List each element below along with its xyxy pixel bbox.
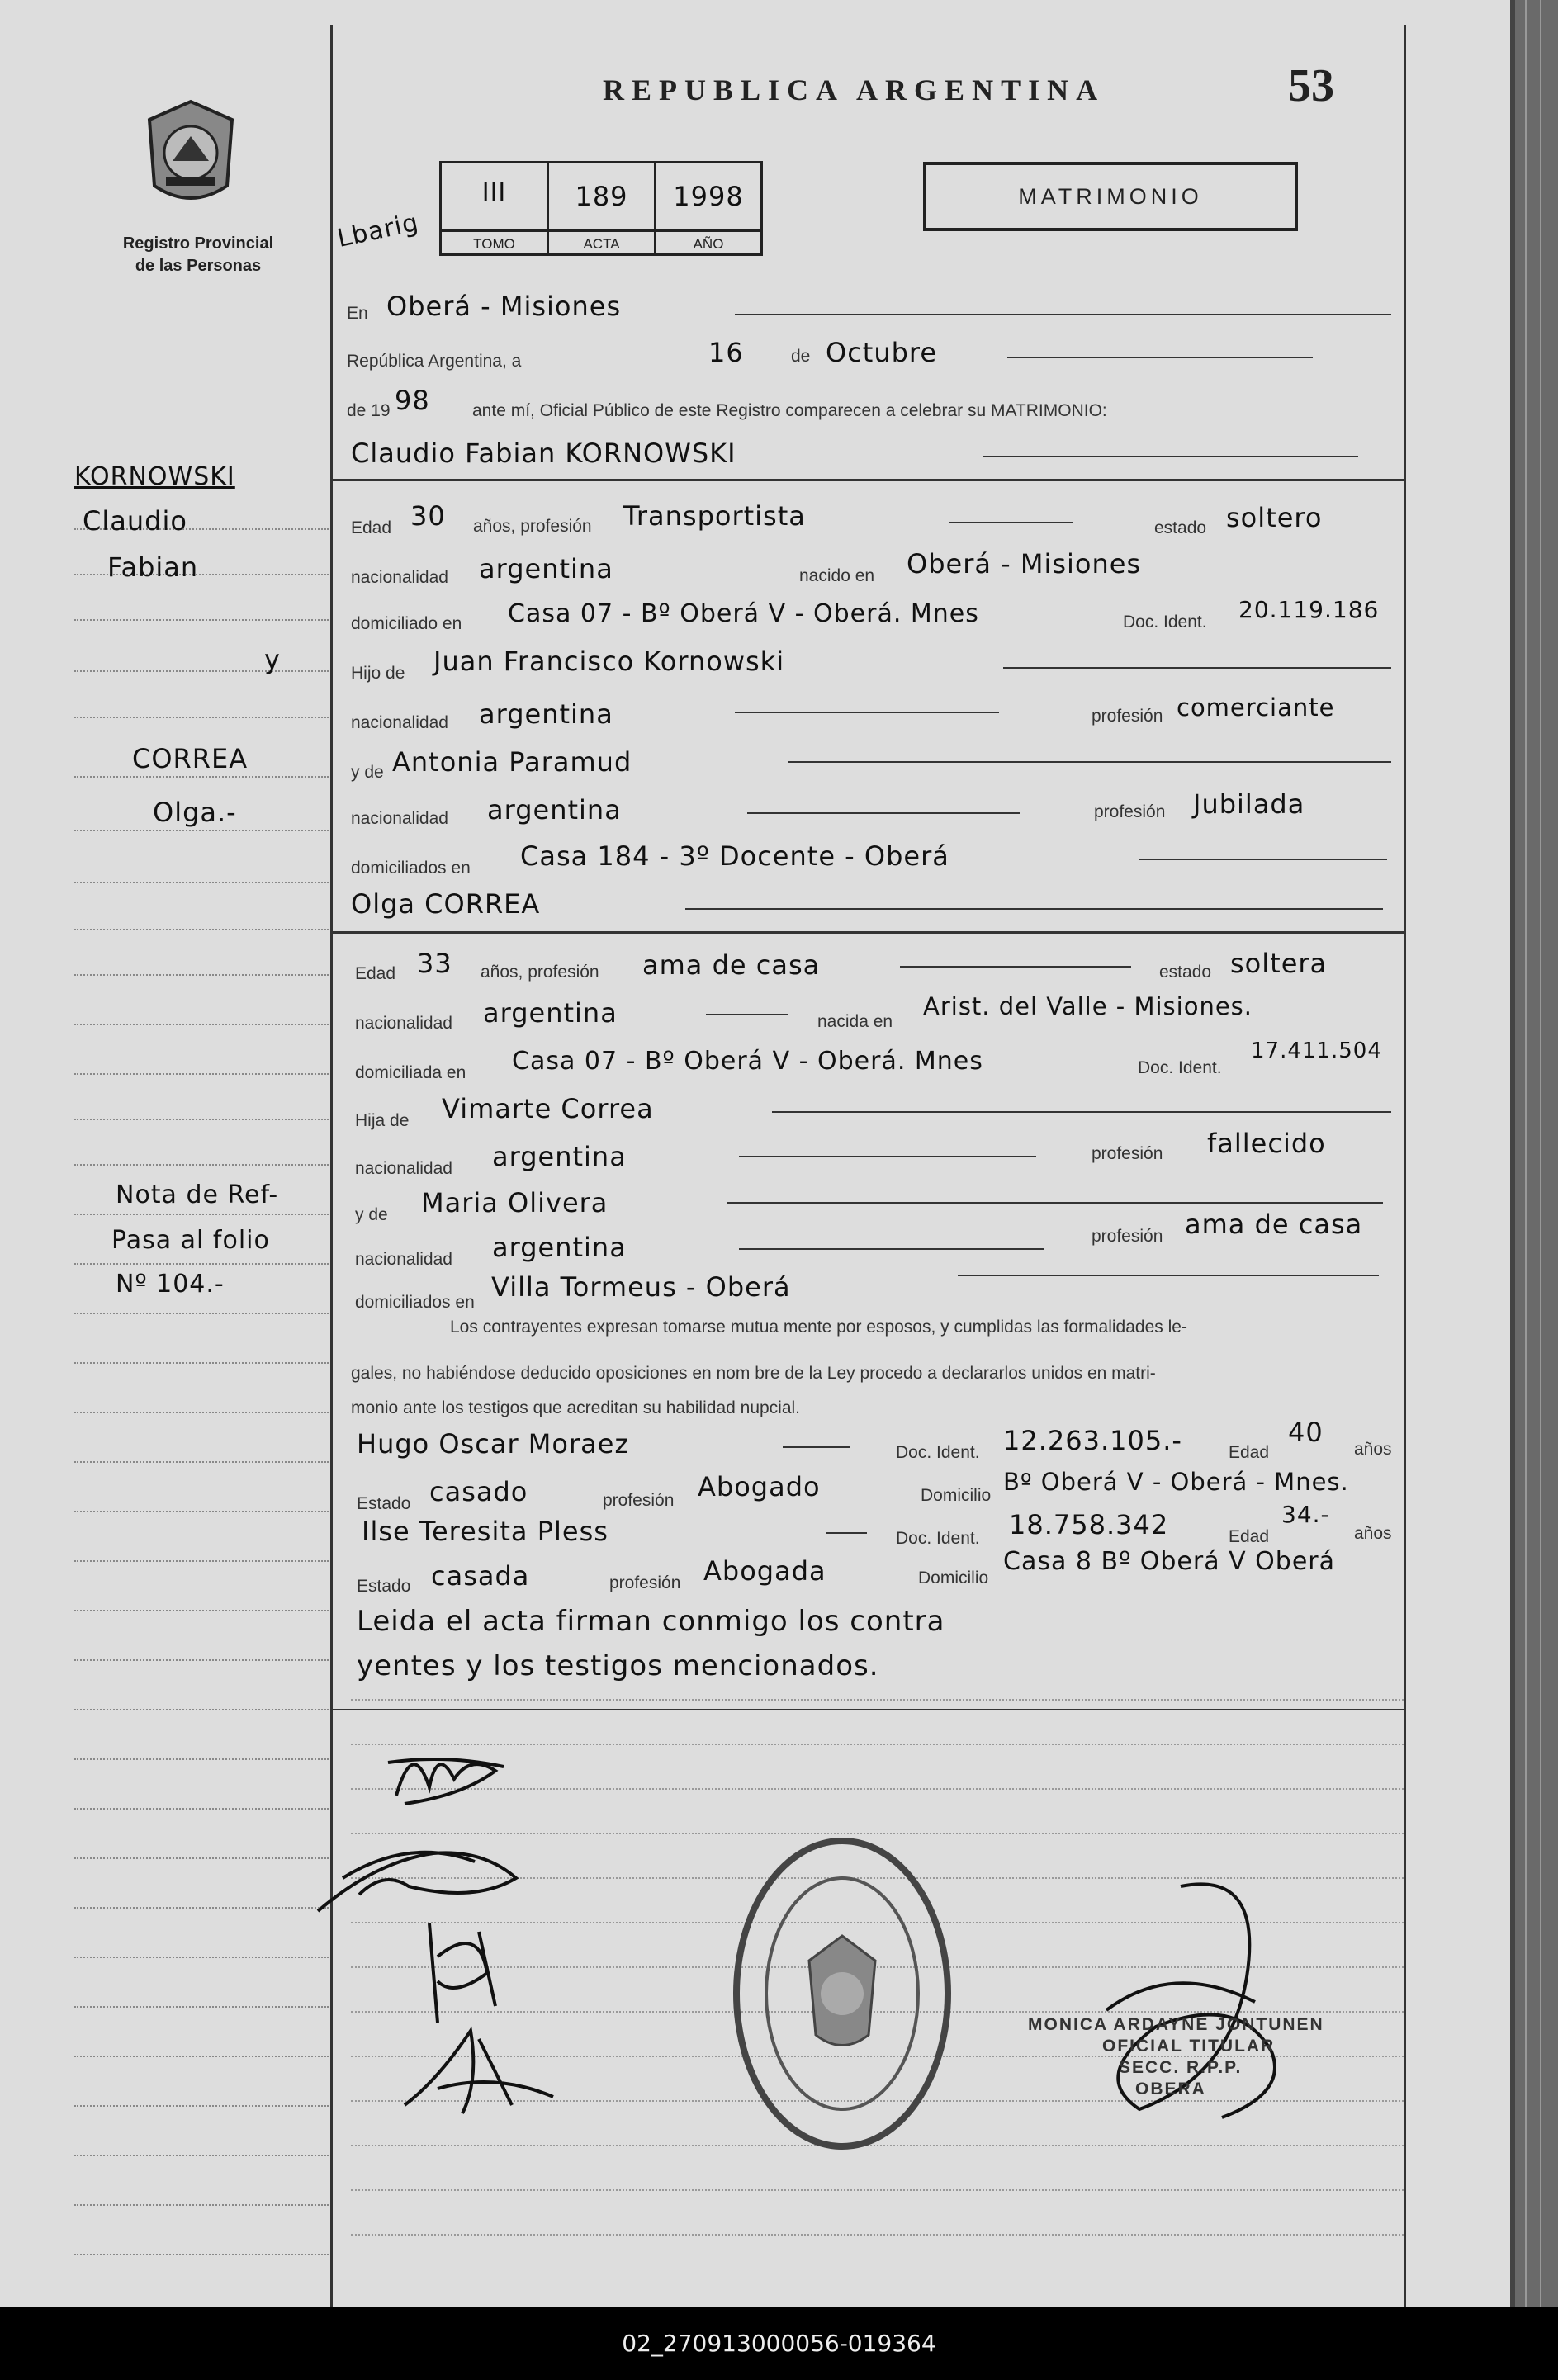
bride-mother-prof-label: profesión: [1092, 1227, 1163, 1246]
image-caption: 02_270913000056-019364: [0, 2307, 1558, 2380]
groom-father-label: Hijo de: [351, 664, 405, 683]
bride-father-nat-label: nacionalidad: [355, 1159, 452, 1178]
declaration-line3: monio ante los testigos que acreditan su habilidad nupcial.: [351, 1398, 801, 1417]
signature-4: [388, 2014, 561, 2122]
groom-estado: soltero: [1226, 502, 1323, 533]
groom-doc-label: Doc. Ident.: [1123, 613, 1207, 632]
groom-dom-label: domiciliado en: [351, 614, 462, 633]
margin-surname1: KORNOWSKI: [74, 462, 235, 491]
groom-birthplace: Oberá - Misiones: [907, 548, 1142, 580]
witness1-estado: casado: [429, 1476, 528, 1507]
book-edge: [1515, 0, 1558, 2307]
act-type-box: MATRIMONIO: [923, 162, 1298, 231]
margin-divider: [330, 25, 333, 2307]
witness1-estado-label: Estado: [357, 1494, 411, 1513]
witness2-doc-label: Doc. Ident.: [896, 1529, 980, 1548]
closing-line2: yentes y los testigos mencionados.: [357, 1649, 879, 1682]
bride-address: Casa 07 - Bº Oberá V - Oberá. Mnes: [512, 1047, 983, 1076]
official-name: MONICA ARDAYNE JONTUNEN: [1028, 2015, 1324, 2034]
margin-first1: Claudio: [83, 505, 187, 537]
groom-name: Claudio Fabian KORNOWSKI: [351, 438, 736, 469]
registrar-initials: Lbarig: [334, 208, 422, 253]
page-number: 53: [1288, 60, 1334, 111]
witness1-age: 40: [1288, 1417, 1324, 1448]
en-label: En: [347, 304, 368, 323]
bride-birthplace: Arist. del Valle - Misiones.: [923, 992, 1253, 1020]
bride-name: Olga CORREA: [351, 888, 541, 920]
registry-crest-icon: [140, 95, 241, 211]
groom-nacido-label: nacido en: [799, 566, 875, 585]
groom-father-prof: comerciante: [1177, 693, 1335, 722]
month: Octubre: [826, 337, 938, 368]
registry-name: [91, 233, 305, 277]
groom-nationality: argentina: [479, 553, 613, 584]
groom-parents-address: Casa 184 - 3º Docente - Oberá: [520, 840, 949, 872]
witness2-estado: casada: [431, 1560, 530, 1592]
bride-father-label: Hija de: [355, 1111, 410, 1130]
bride-estado: soltera: [1230, 948, 1328, 979]
official-seal-stamp: [727, 1829, 958, 2159]
bride-father: Vimarte Correa: [442, 1093, 654, 1124]
witness1-name: Hugo Oscar Moraez: [357, 1428, 630, 1460]
groom-father: Juan Francisco Kornowski: [433, 646, 785, 677]
groom-mother-prof-label: profesión: [1094, 802, 1166, 821]
bride-estado-label: estado: [1159, 963, 1212, 982]
registry-line2: de las Personas: [135, 257, 262, 275]
groom-father-prof-label: profesión: [1092, 707, 1163, 726]
page-title: REPUBLICA ARGENTINA: [603, 73, 1106, 106]
bride-doc: 17.411.504: [1251, 1039, 1382, 1063]
closing-line1: Leida el acta firman conmigo los contra: [357, 1605, 945, 1638]
groom-estado-label: estado: [1154, 518, 1207, 537]
groom-father-nat: argentina: [479, 698, 613, 730]
tomo-label: TOMO: [442, 229, 549, 256]
bride-doc-label: Doc. Ident.: [1138, 1058, 1222, 1077]
place: Oberá - Misiones: [386, 291, 622, 322]
groom-mother-label: y de: [351, 763, 384, 782]
right-margin-line: [1404, 25, 1406, 2307]
bride-prof-label: años, profesión: [481, 963, 599, 982]
bride-mother-prof: ama de casa: [1185, 1209, 1363, 1240]
groom-profession: Transportista: [623, 500, 806, 532]
margin-note1: Nota de Ref-: [116, 1181, 279, 1209]
witness2-dom-label: Domicilio: [918, 1569, 989, 1587]
bride-parents-address: Villa Tormeus - Oberá: [491, 1271, 791, 1303]
groom-mother-nat: argentina: [487, 794, 622, 826]
bride-father-prof-label: profesión: [1092, 1144, 1163, 1163]
margin-note2: Pasa al folio: [111, 1226, 270, 1255]
witness2-prof-label: profesión: [609, 1573, 681, 1592]
day: 16: [708, 337, 744, 368]
witness1-edad-label: Edad: [1229, 1443, 1270, 1462]
de-label: de: [791, 347, 811, 366]
bride-dom-label: domiciliada en: [355, 1063, 466, 1082]
margin-note3: Nº 104.-: [116, 1270, 225, 1299]
groom-age: 30: [410, 500, 446, 532]
groom-mother-prof: Jubilada: [1193, 788, 1305, 820]
republica-label: República Argentina, a: [347, 352, 522, 371]
witness2-doc: 18.758.342: [1009, 1509, 1169, 1540]
ano-label: AÑO: [656, 229, 760, 256]
bride-mother: Maria Olivera: [421, 1187, 609, 1218]
groom-edad-label: Edad: [351, 518, 392, 537]
bride-nac-label: nacionalidad: [355, 1014, 452, 1033]
groom-prof-label: años, profesión: [473, 517, 592, 536]
official-role: OFICIAL TITULAR: [1102, 2037, 1276, 2056]
declaration-line1: Los contrayentes expresan tomarse mutua mente por esposos, y cumplidas las formalidades le-: [450, 1318, 1187, 1337]
bride-mother-label: y de: [355, 1205, 388, 1224]
witness2-edad-label: Edad: [1229, 1527, 1270, 1546]
official-stamp-text: [1028, 2014, 1324, 2100]
groom-mother: Antonia Paramud: [392, 746, 632, 778]
registry-line1: Registro Provincial: [122, 234, 274, 253]
acta-label: ACTA: [549, 229, 656, 256]
ano-value: 1998: [673, 181, 744, 212]
witness2-age: 34.-: [1281, 1501, 1330, 1528]
de-year-label: de 19: [347, 401, 391, 420]
official-office: SECC. R.P.P.: [1119, 2058, 1243, 2077]
witness1-anos-label: años: [1354, 1440, 1392, 1459]
witness2-estado-label: Estado: [357, 1577, 411, 1596]
signature-3: [405, 1907, 520, 2031]
bride-edad-label: Edad: [355, 964, 396, 983]
witness1-prof-label: profesión: [603, 1491, 675, 1510]
ano-cell: [656, 163, 760, 229]
signature-1: [380, 1729, 512, 1820]
witness1-profession: Abogado: [698, 1471, 821, 1502]
margin-first2: Olga.-: [153, 797, 237, 828]
witness1-doc: 12.263.105.-: [1003, 1425, 1182, 1456]
groom-doc: 20.119.186: [1238, 596, 1380, 623]
margin-surname2: CORREA: [132, 743, 249, 774]
witness2-address: Casa 8 Bº Oberá V Oberá: [1003, 1547, 1336, 1576]
bride-profession: ama de casa: [642, 949, 821, 981]
bride-age: 33: [417, 948, 452, 979]
margin-middle1: Fabian: [107, 551, 199, 583]
groom-parents-dom-label: domiciliados en: [351, 859, 471, 878]
witness2-profession: Abogada: [703, 1555, 826, 1587]
groom-mother-nat-label: nacionalidad: [351, 809, 448, 828]
witness2-anos-label: años: [1354, 1524, 1392, 1543]
year-suffix: 98: [395, 385, 430, 416]
bride-mother-nat: argentina: [492, 1232, 627, 1263]
groom-father-nat-label: nacionalidad: [351, 713, 448, 732]
bride-nacida-label: nacida en: [817, 1012, 893, 1031]
bride-father-prof: fallecido: [1207, 1128, 1326, 1159]
bride-nationality: argentina: [483, 997, 618, 1029]
tomo-value: III: [481, 178, 507, 207]
acta-cell: [549, 163, 656, 229]
acta-value: 189: [575, 181, 628, 212]
groom-address: Casa 07 - Bº Oberá V - Oberá. Mnes: [508, 599, 979, 628]
intro-statement: ante mí, Oficial Público de este Registro comparecen a celebrar su MATRIMONIO:: [472, 401, 1107, 420]
groom-nac-label: nacionalidad: [351, 568, 448, 587]
margin-conj: y: [264, 644, 281, 675]
bride-mother-nat-label: nacionalidad: [355, 1250, 452, 1269]
bride-parents-dom-label: domiciliados en: [355, 1293, 475, 1312]
witness1-doc-label: Doc. Ident.: [896, 1443, 980, 1462]
official-city: OBERA: [1135, 2080, 1206, 2098]
bride-father-nat: argentina: [492, 1141, 627, 1172]
tomo-cell: [442, 163, 549, 229]
witness2-name: Ilse Teresita Pless: [362, 1516, 609, 1547]
record-box: [439, 161, 763, 256]
witness1-dom-label: Domicilio: [921, 1486, 992, 1505]
witness1-address: Bº Oberá V - Oberá - Mnes.: [1003, 1468, 1349, 1496]
declaration-line2: gales, no habiéndose deducido oposiciones en nom bre de la Ley procedo a declararlos unidos en matri-: [351, 1364, 1156, 1383]
